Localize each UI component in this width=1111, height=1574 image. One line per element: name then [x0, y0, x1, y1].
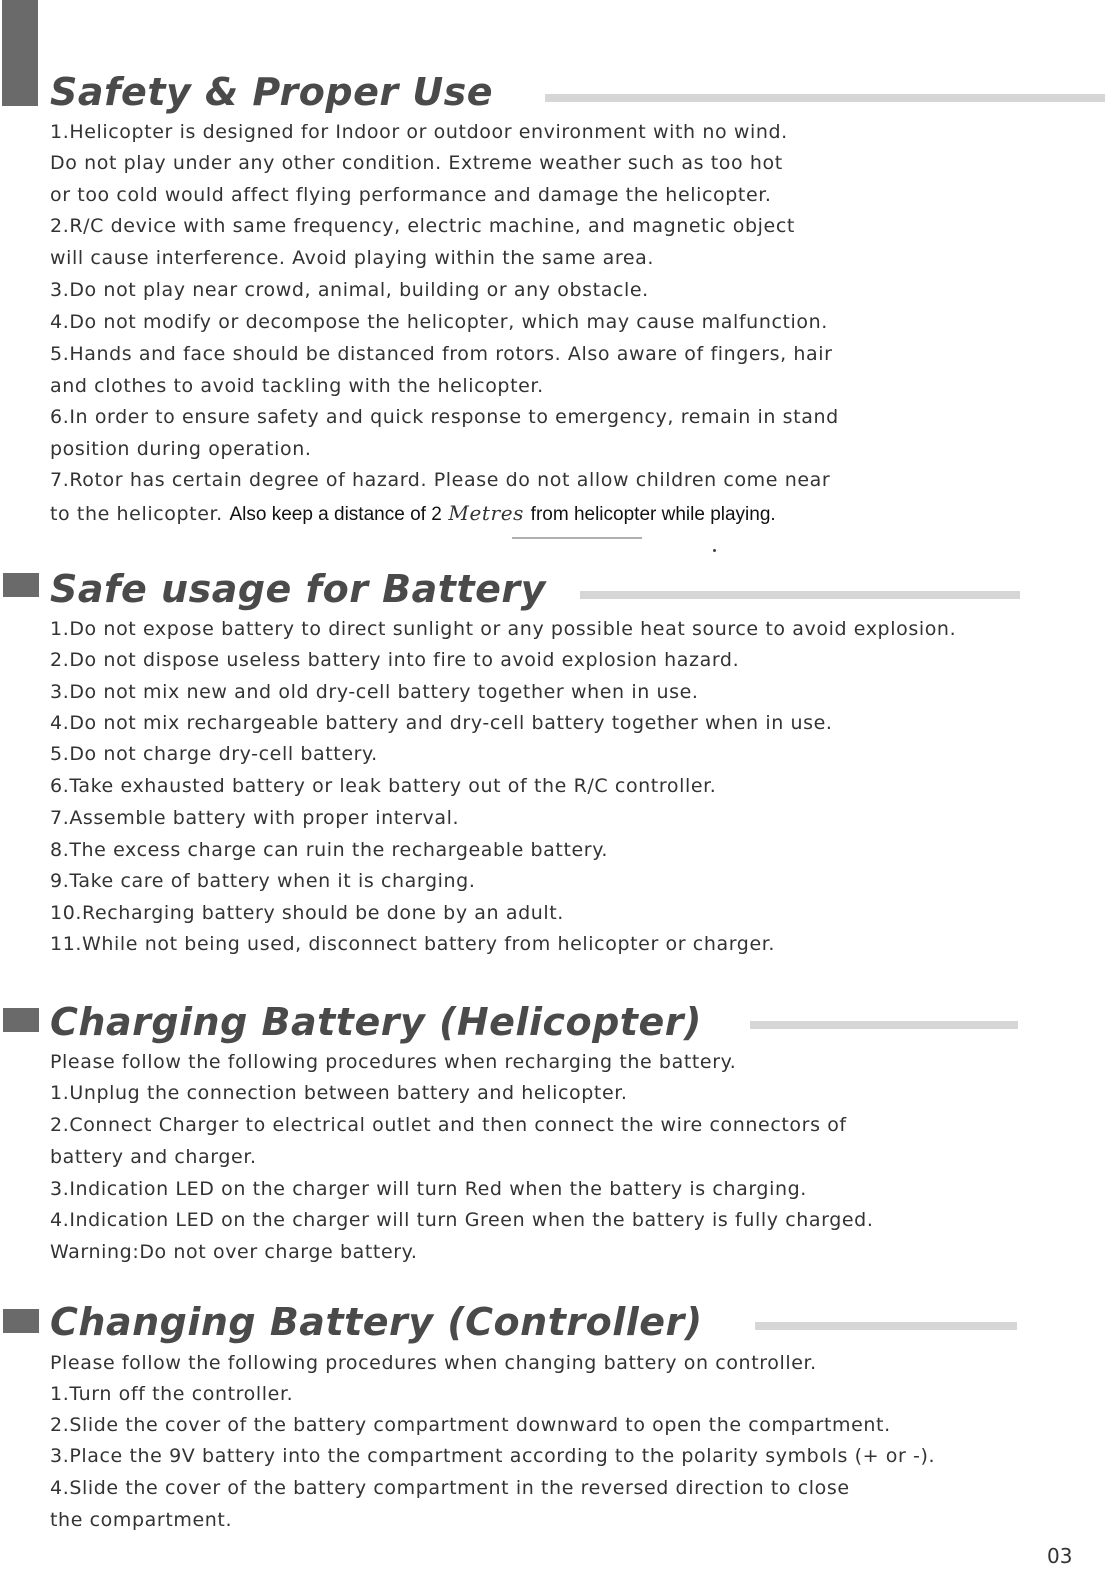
text-line: Please follow the following procedures when changing battery on controller.	[50, 1352, 817, 1374]
handwritten-correction: Metres	[448, 501, 525, 525]
text-line: Do not play under any other condition. Extreme weather such as too hot	[50, 152, 783, 174]
text-line: 5.Do not charge dry-cell battery.	[50, 743, 378, 765]
ink-dot	[713, 549, 716, 552]
section-title-battery-safety: Safe usage for Battery	[50, 567, 546, 611]
text-line: 11.While not being used, disconnect battery from helicopter or charger.	[50, 933, 776, 955]
text-line: 7.Assemble battery with proper interval.	[50, 807, 460, 829]
text-line: 3.Do not play near crowd, animal, building or any obstacle.	[50, 279, 649, 301]
text-line: 5.Hands and face should be distanced from rotors. Also aware of fingers, hair	[50, 343, 833, 365]
text-line: 1.Unplug the connection between battery and helicopter.	[50, 1082, 628, 1104]
text-line: 4.Slide the cover of the battery compartment in the reversed direction to close	[50, 1477, 850, 1499]
text-line: Warning:Do not over charge battery.	[50, 1241, 418, 1263]
text-line: 6.In order to ensure safety and quick response to emergency, remain in stand	[50, 406, 839, 428]
text-line: 9.Take care of battery when it is charging.	[50, 870, 476, 892]
text-line: 2.Do not dispose useless battery into fire to avoid explosion hazard.	[50, 649, 740, 671]
title-rule	[545, 94, 1105, 102]
title-rule	[580, 591, 1020, 599]
section-title-safety: Safety & Proper Use	[50, 70, 494, 114]
handwritten-underline	[512, 537, 642, 539]
text-line: 3.Do not mix new and old dry-cell battery together when in use.	[50, 681, 699, 703]
page-number: 03	[1047, 1544, 1073, 1568]
text-line: 1.Turn off the controller.	[50, 1383, 294, 1405]
text-line: 2.R/C device with same frequency, electric machine, and magnetic object	[50, 215, 795, 237]
text-line: 2.Connect Charger to electrical outlet and then connect the wire connectors of	[50, 1114, 847, 1136]
title-rule	[750, 1021, 1018, 1029]
text-line: position during operation.	[50, 438, 312, 460]
section-title-charging: Charging Battery (Helicopter)	[50, 1000, 702, 1044]
text-line: 3.Place the 9V battery into the compartment according to the polarity symbols (+ or -).	[50, 1445, 936, 1467]
line-part: Also keep a distance of 2	[229, 504, 442, 525]
text-line: 6.Take exhausted battery or leak battery out of the R/C controller.	[50, 775, 717, 797]
text-line: 4.Indication LED on the charger will turn Green when the battery is fully charged.	[50, 1209, 874, 1231]
title-rule	[755, 1322, 1017, 1330]
line-part: from helicopter while playing.	[530, 504, 776, 525]
text-line: 1.Helicopter is designed for Indoor or outdoor environment with no wind.	[50, 121, 788, 143]
text-line: battery and charger.	[50, 1146, 257, 1168]
text-line: 7.Rotor has certain degree of hazard. Please do not allow children come near	[50, 469, 831, 491]
text-line: and clothes to avoid tackling with the helicopter.	[50, 375, 544, 397]
section-title-changing: Changing Battery (Controller)	[50, 1300, 703, 1344]
section-marker-bar	[2, 0, 38, 106]
text-line: 3.Indication LED on the charger will turn Red when the battery is charging.	[50, 1178, 807, 1200]
text-line: 8.The excess charge can ruin the rechargeable battery.	[50, 839, 608, 861]
text-line: 2.Slide the cover of the battery compartment downward to open the compartment.	[50, 1414, 891, 1436]
text-line: will cause interference. Avoid playing within the same area.	[50, 247, 655, 269]
text-line: 4.Do not modify or decompose the helicopter, which may cause malfunction.	[50, 311, 828, 333]
text-line: the compartment.	[50, 1509, 233, 1531]
text-line: or too cold would affect flying performance and damage the helicopter.	[50, 184, 772, 206]
text-line-last	[50, 503, 776, 524]
section-marker	[3, 573, 39, 597]
text-line: 10.Recharging battery should be done by an adult.	[50, 902, 564, 924]
line-prefix: to the helicopter.	[50, 503, 223, 525]
text-line: 4.Do not mix rechargeable battery and dry-cell battery together when in use.	[50, 712, 833, 734]
section-marker	[3, 1309, 39, 1333]
text-line: Please follow the following procedures when recharging the battery.	[50, 1051, 737, 1073]
text-line: 1.Do not expose battery to direct sunlight or any possible heat source to avoid explosion.	[50, 618, 957, 640]
section-marker	[3, 1008, 39, 1032]
